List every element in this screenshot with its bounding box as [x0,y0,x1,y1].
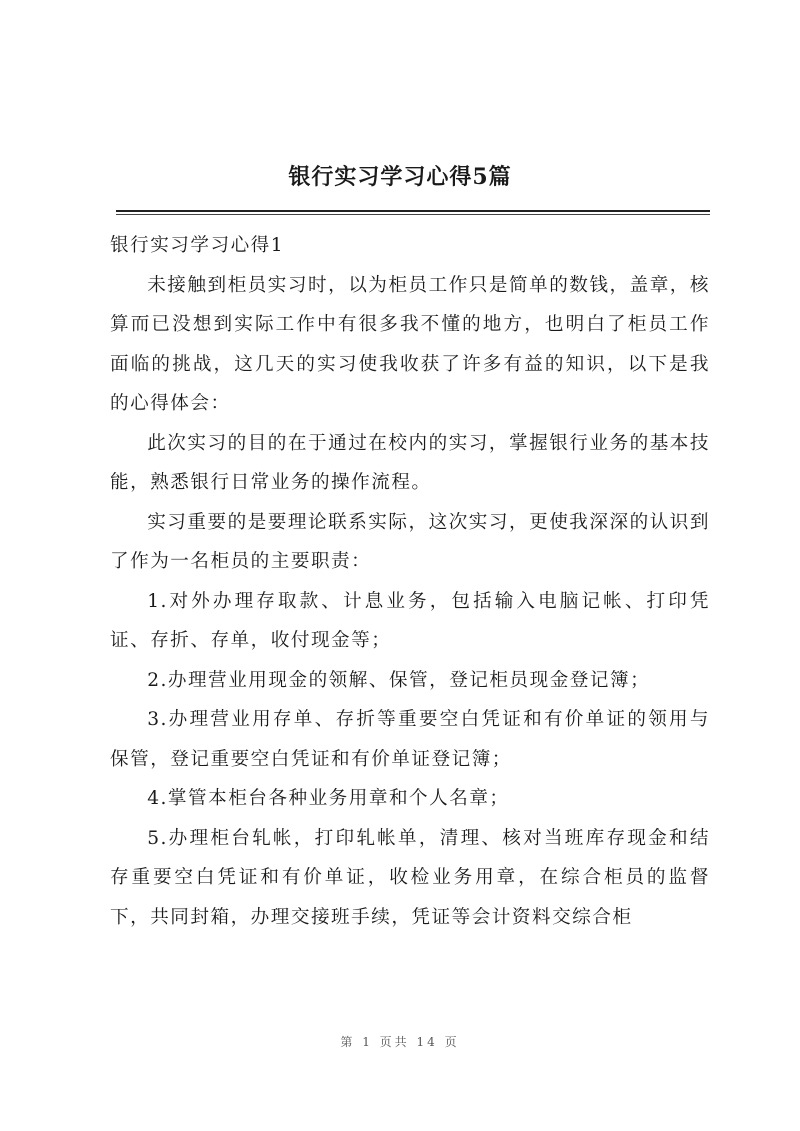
paragraph: 未接触到柜员实习时，以为柜员工作只是简单的数钱，盖章，核算而已没想到实际工作中有很多我不懂的地方，也明白了柜员工作面临的挑战，这几天的实习使我收获了许多有益的知识，以下是我的心得体会： [110,274,710,414]
list-item: 1.对外办理存取款、计息业务，包括输入电脑记帐、打印凭证、存折、存单，收付现金等； [110,590,710,651]
list-item: 2.办理营业用现金的领解、保管，登记柜员现金登记簿； [147,669,651,691]
list-item: 4.掌管本柜台各种业务用章和个人名章； [147,788,510,809]
document-title: 银行实习学习心得5篇 [288,164,512,190]
page-number-footer: 第 1 页共 14 页 [340,1035,460,1049]
list-item: 5.办理柜台轧帐，打印轧帐单，清理、核对当班库存现金和结存重要空白凭证和有价单证，收检业务用章，在综合柜员的监督下，共同封箱，办理交接班手续，凭证等会计资料交综合柜 [110,827,710,928]
paragraph: 实习重要的是要理论联系实际，这次实习，更使我深深的认识到了作为一名柜员的主要职责： [110,511,710,572]
document-body [110,226,710,937]
list-item: 3.办理营业用存单、存折等重要空白凭证和有价单证的领用与保管，登记重要空白凭证和有价单证登记簿； [110,709,710,770]
section-heading: 银行实习学习心得1 [110,235,285,256]
paragraph: 此次实习的目的在于通过在校内的实习，掌握银行业务的基本技能，熟悉银行日常业务的操作流程。 [110,432,710,493]
title-divider-thick [116,210,710,212]
title-divider-thin [116,214,710,215]
